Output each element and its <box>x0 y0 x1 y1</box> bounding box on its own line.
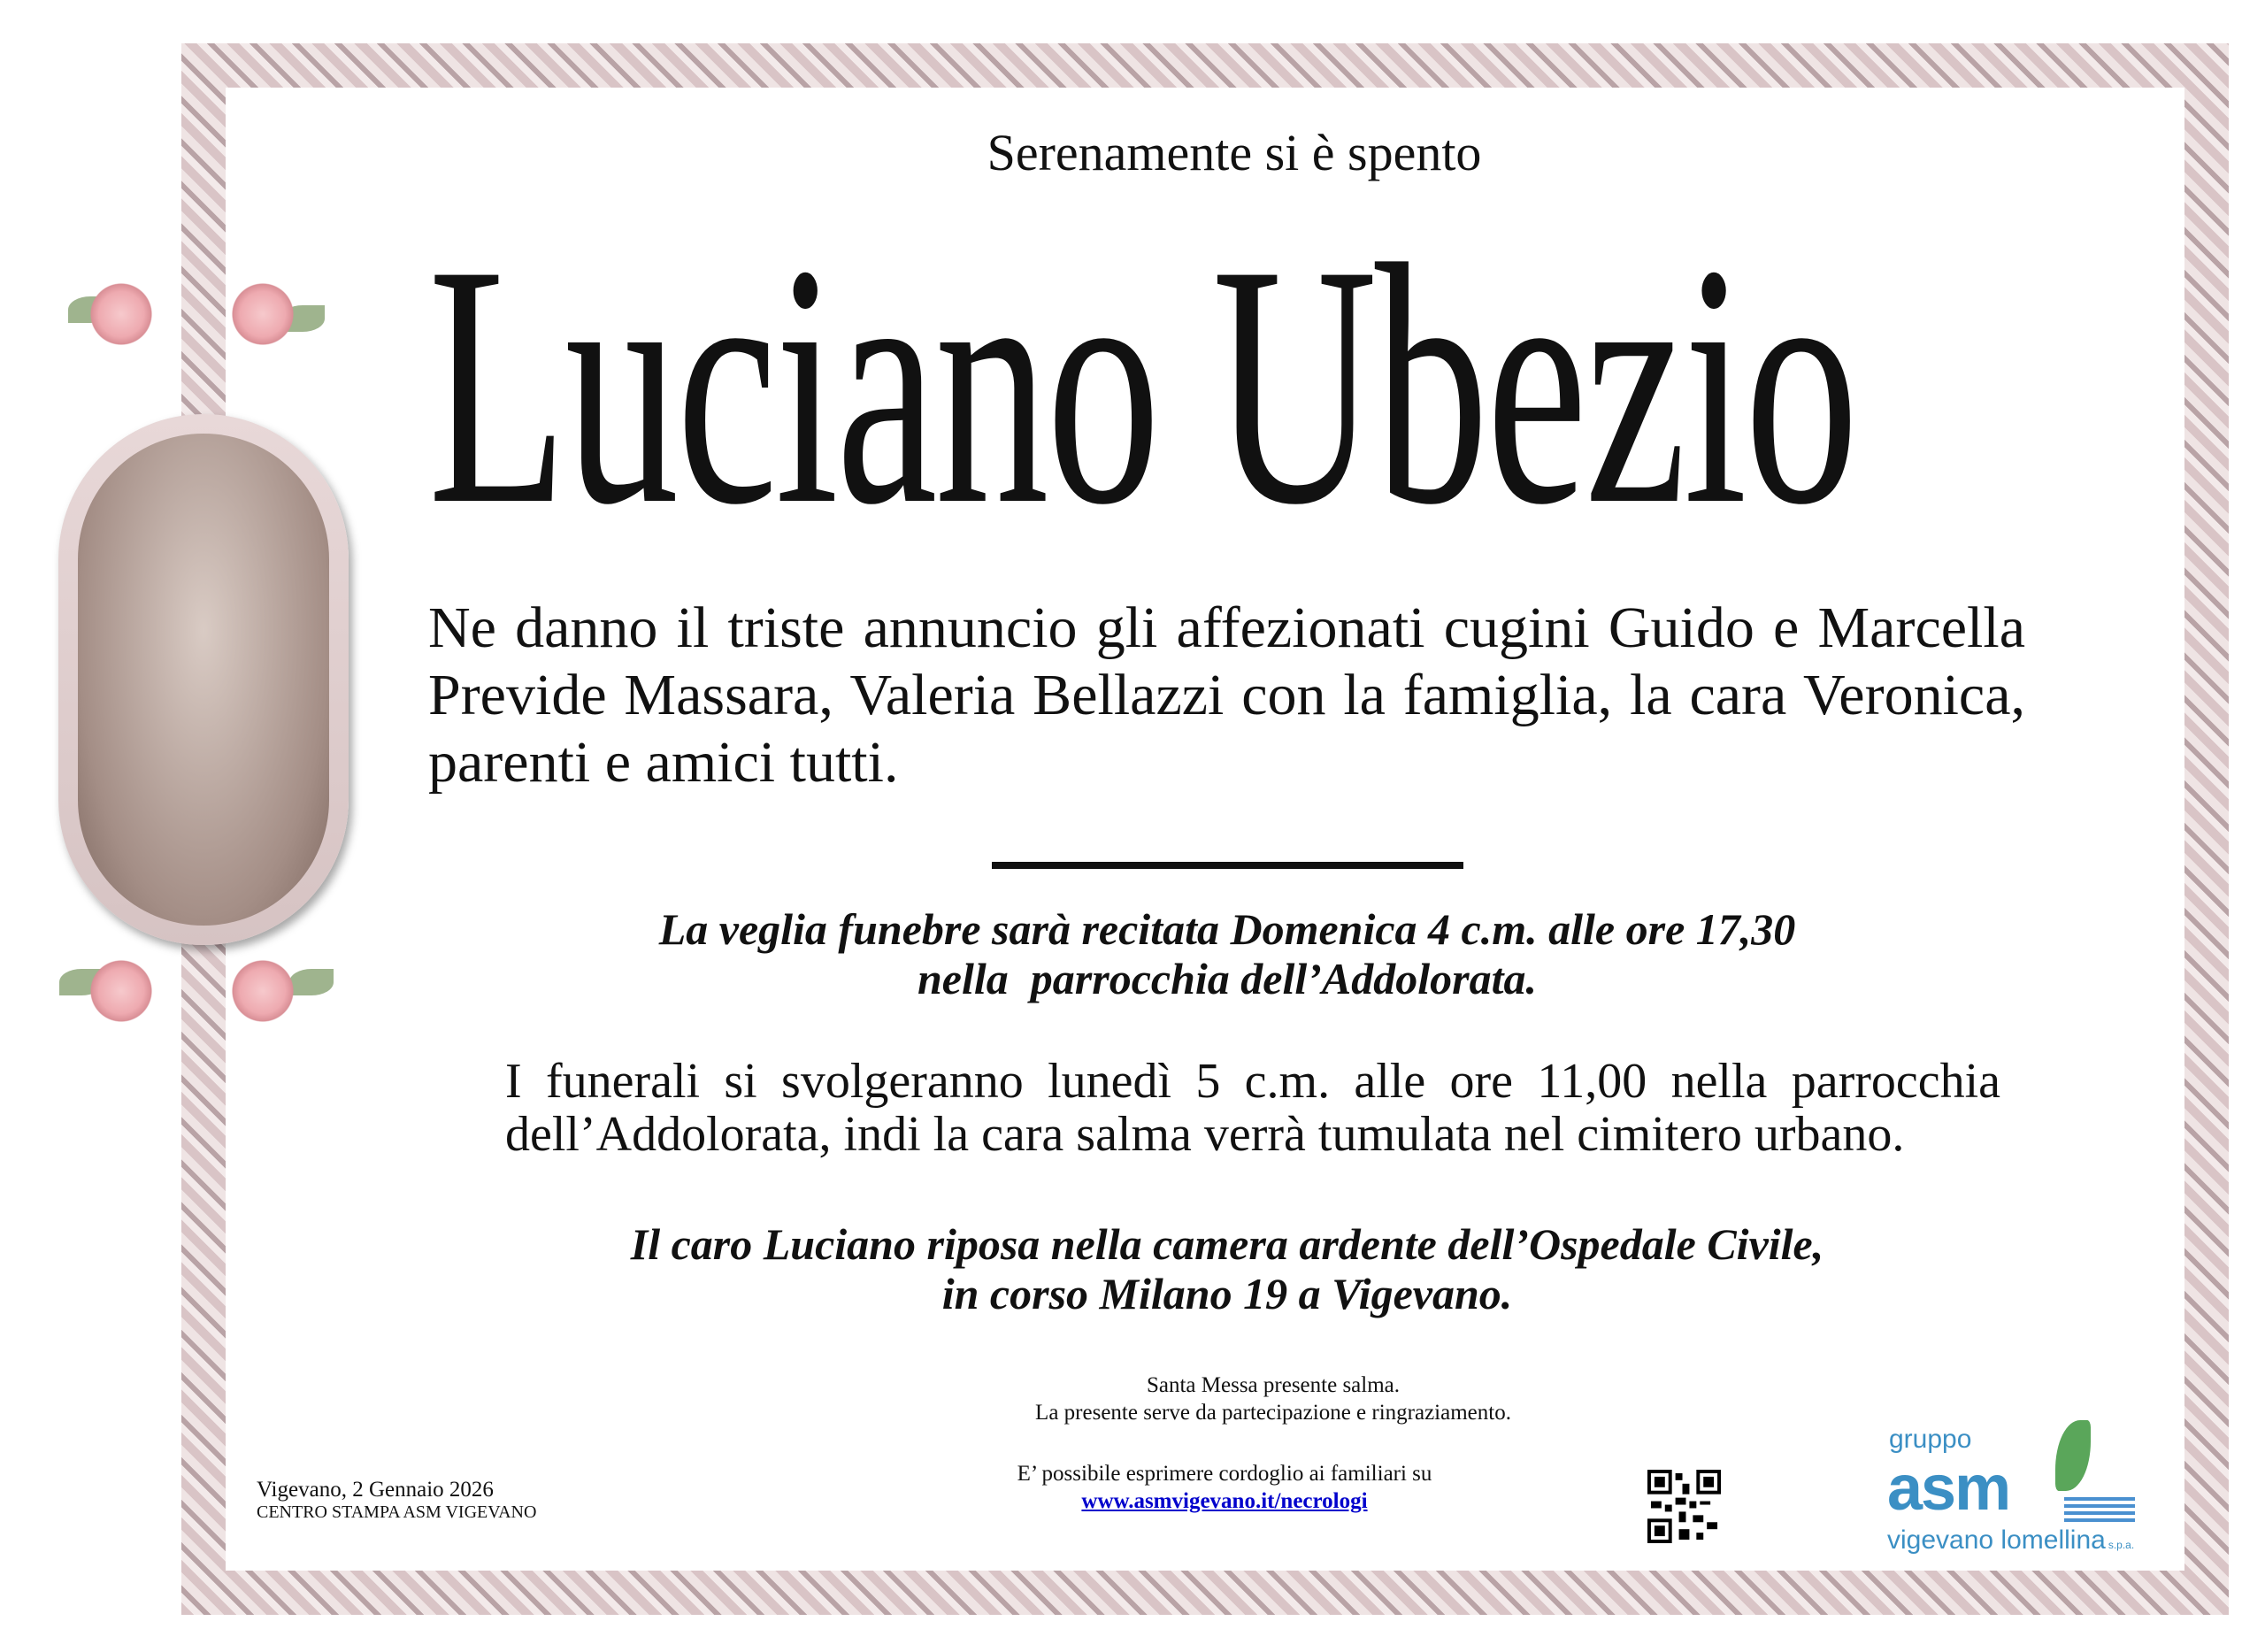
date-text: Vigevano, 2 Gennaio 2026 <box>257 1478 494 1502</box>
vigil-info <box>431 904 2023 1003</box>
vigil-line-1: La veglia funebre sarà recitata Domenica 4 c.m. alle ore 17,30 <box>658 904 1796 954</box>
condolence-link[interactable]: www.asmvigevano.it/necrologi <box>1081 1489 1368 1513</box>
logo-top-text: gruppo <box>1889 1425 1972 1454</box>
footer <box>257 1478 536 1522</box>
deceased-name <box>428 190 2025 580</box>
rest-line-2: in corso Milano 19 a Vigevano. <box>941 1269 1513 1318</box>
logo-suffix-text: s.p.a. <box>2108 1539 2135 1551</box>
logo-main-text: asm <box>1887 1453 2010 1524</box>
rest-info <box>431 1219 2023 1318</box>
notes <box>919 1372 1627 1426</box>
condolence <box>871 1460 1578 1515</box>
logo-bottom-text: vigevano lomellina <box>1887 1525 2106 1555</box>
vigil-line-2: nella parrocchia dell’Addolorata. <box>918 954 1537 1003</box>
name-text: Luciano Ubezio <box>428 194 1857 576</box>
waves-icon <box>2064 1494 2135 1522</box>
asm-logo <box>1887 1416 2144 1557</box>
divider <box>992 862 1463 869</box>
leaf-icon <box>2055 1420 2091 1491</box>
notes-line-2: La presente serve da partecipazione e ringraziamento. <box>1035 1401 1511 1425</box>
condolence-text: E’ possibile esprimere cordoglio ai familiari su <box>1017 1462 1432 1486</box>
announcement-text: Ne danno il triste annuncio gli affezionati cugini Guido e Marcella Previde Massara, Valeria Bellazzi con la famiglia, la cara Veronica, parenti e amici tutti. <box>428 595 2025 795</box>
qr-code-icon[interactable] <box>1647 1470 1721 1543</box>
intro-text: Serenamente si è spento <box>987 124 1482 181</box>
printer-text: CENTRO STAMPA ASM VIGEVANO <box>257 1502 537 1522</box>
funeral-text: I funerali si svolgeranno lunedì 5 c.m. alle ore 11,00 nella parrocchia dell’Addolorata, indi la cara salma verrà tumulata nel cimitero urbano. <box>505 1054 2000 1162</box>
notes-line-1: Santa Messa presente salma. <box>1146 1373 1401 1397</box>
logo-bottom <box>1887 1525 2134 1560</box>
religious-image <box>50 261 349 1082</box>
rest-line-1: Il caro Luciano riposa nella camera ardente dell’Ospedale Civile, <box>630 1219 1824 1269</box>
